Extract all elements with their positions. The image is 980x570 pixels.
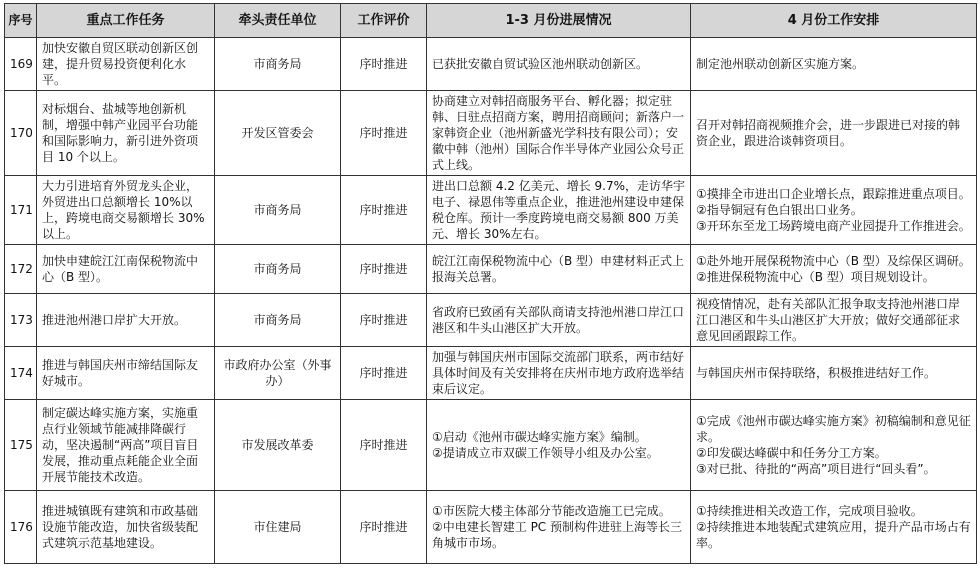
plan-line: ①赴外地开展保税物流中心（B 型）及综保区调研。 — [696, 254, 971, 268]
row-eval: 序时推进 — [341, 347, 427, 400]
row-task: 推进池州港口岸扩大开放。 — [37, 294, 215, 347]
plan-line: ③开环东至龙工场跨境电商产业园提升工作推进会。 — [696, 219, 971, 233]
row-seq: 170 — [5, 91, 37, 176]
row-plan — [691, 347, 977, 400]
table-row — [5, 491, 977, 564]
row-plan — [691, 91, 977, 176]
row-eval: 序时推进 — [341, 91, 427, 176]
progress-line: 省政府已致函有关部队商请支持池州港口岸江口港区和牛头山港区扩大开放。 — [432, 305, 685, 335]
header-progress: 1-3 月份进展情况 — [427, 4, 691, 38]
work-task-table — [4, 3, 977, 564]
table-row — [5, 176, 977, 245]
row-unit: 市住建局 — [215, 491, 341, 564]
plan-line: ②印发碳达峰碳中和任务分工方案。 — [696, 446, 887, 460]
row-eval: 序时推进 — [341, 176, 427, 245]
row-unit: 市发展改革委 — [215, 400, 341, 491]
row-seq: 176 — [5, 491, 37, 564]
row-task: 推进与韩国庆州市缔结国际友好城市。 — [37, 347, 215, 400]
plan-line: ①完成《池州市碳达峰实施方案》初稿编制和意见征求。 — [696, 414, 971, 444]
row-task: 推进城镇既有建筑和市政基础设施节能改造，加快省级装配式建筑示范基地建设。 — [37, 491, 215, 564]
row-progress — [427, 347, 691, 400]
row-progress — [427, 176, 691, 245]
table-row — [5, 245, 977, 294]
row-plan — [691, 400, 977, 491]
plan-line: ②指导铜冠有色白银出口业务。 — [696, 203, 863, 217]
plan-line: ①摸排全市进出口企业增长点，跟踪推进重点项目。 — [696, 187, 971, 201]
progress-line: 加强与韩国庆州市国际交流部门联系，两市结好具体时间及有关安排将在庆州市地方政府选举结束后议定。 — [432, 350, 685, 396]
plan-line: ①持续推进相关改造工作，完成项目验收。 — [696, 504, 923, 518]
row-eval: 序时推进 — [341, 400, 427, 491]
row-seq: 175 — [5, 400, 37, 491]
row-progress — [427, 294, 691, 347]
row-progress — [427, 491, 691, 564]
row-unit: 开发区管委会 — [215, 91, 341, 176]
plan-line: 制定池州联动创新区实施方案。 — [696, 57, 865, 71]
row-unit: 市商务局 — [215, 294, 341, 347]
header-task: 重点工作任务 — [37, 4, 215, 38]
progress-line: ②提请成立市双碳工作领导小组及办公室。 — [432, 446, 659, 460]
row-seq: 169 — [5, 38, 37, 91]
row-progress — [427, 38, 691, 91]
plan-line: ②推进保税物流中心（B 型）项目规划设计。 — [696, 270, 935, 284]
row-plan — [691, 176, 977, 245]
row-seq: 173 — [5, 294, 37, 347]
progress-line: ②中电建长智建工 PC 预制构件进驻上海等长三角城市市场。 — [432, 520, 683, 550]
progress-line: 已获批安徽自贸试验区池州联动创新区。 — [432, 57, 649, 71]
row-plan — [691, 294, 977, 347]
plan-line: 召开对韩招商视频推介会，进一步跟进已对接的韩资企业，跟进洽谈韩资项目。 — [696, 118, 961, 148]
row-plan — [691, 245, 977, 294]
row-seq: 174 — [5, 347, 37, 400]
row-plan — [691, 491, 977, 564]
row-eval: 序时推进 — [341, 38, 427, 91]
plan-line: ③对已批、待批的“两高”项目进行“回头看”。 — [696, 462, 936, 476]
row-task: 加快安徽自贸区联动创新区创建，提升贸易投资便利化水平。 — [37, 38, 215, 91]
progress-line: 皖江江南保税物流中心（B 型）申建材料正式上报海关总署。 — [432, 254, 685, 284]
row-task: 大力引进培育外贸龙头企业，外贸进出口总额增长 10%以上，跨境电商交易额增长 30%以上。 — [37, 176, 215, 245]
row-eval: 序时推进 — [341, 294, 427, 347]
row-task: 制定碳达峰实施方案，实施重点行业领域节能减排降碳行动，坚决遏制“两高”项目盲目发展，推动重点耗能企业全面开展节能技术改造。 — [37, 400, 215, 491]
progress-line: ①市医院大楼主体部分节能改造施工已完成。 — [432, 504, 671, 518]
table-row — [5, 294, 977, 347]
row-progress — [427, 245, 691, 294]
table-row — [5, 400, 977, 491]
row-unit: 市商务局 — [215, 245, 341, 294]
row-plan — [691, 38, 977, 91]
header-plan: 4 月份工作安排 — [691, 4, 977, 38]
header-row — [5, 4, 977, 38]
table-row — [5, 38, 977, 91]
row-unit: 市商务局 — [215, 176, 341, 245]
progress-line: ①启动《池州市碳达峰实施方案》编制。 — [432, 430, 647, 444]
row-seq: 172 — [5, 245, 37, 294]
progress-line: 进出口总额 4.2 亿美元、增长 9.7%，走访华宇电子、禄恩伟等重点企业，推进池州建设申建保税仓库。预计一季度跨境电商交易额 800 万美元、增长 30%左右。 — [432, 179, 686, 241]
row-task: 加快申建皖江江南保税物流中心（B 型）。 — [37, 245, 215, 294]
row-unit: 市商务局 — [215, 38, 341, 91]
progress-line: 协商建立对韩招商服务平台、孵化器；拟定驻韩、日驻点招商方案，聘用招商顾问；新落户一家韩资企业（池州新盛光学科技有限公司）；安徽中韩（池州）国际合作半导体产业园公众号正式上线。 — [432, 94, 685, 172]
table-row — [5, 347, 977, 400]
table-row — [5, 91, 977, 176]
row-eval: 序时推进 — [341, 491, 427, 564]
row-eval: 序时推进 — [341, 245, 427, 294]
plan-line: ②持续推进本地装配式建筑应用，提升产品市场占有率。 — [696, 520, 971, 550]
row-unit: 市政府办公室（外事办） — [215, 347, 341, 400]
header-eval: 工作评价 — [341, 4, 427, 38]
row-progress — [427, 400, 691, 491]
row-progress — [427, 91, 691, 176]
plan-line: 视疫情情况，赴有关部队汇报争取支持池州港口岸江口港区和牛头山港区扩大开放；做好交通部征求意见回函跟踪工作。 — [696, 297, 961, 343]
header-unit: 牵头责任单位 — [215, 4, 341, 38]
plan-line: 与韩国庆州市保持联络，积极推进结好工作。 — [696, 366, 937, 380]
header-seq: 序号 — [5, 4, 37, 38]
row-seq: 171 — [5, 176, 37, 245]
row-task: 对标烟台、盐城等地创新机制，增强中韩产业园平台功能和国际影响力，新引进外资项目 10 个以上。 — [37, 91, 215, 176]
